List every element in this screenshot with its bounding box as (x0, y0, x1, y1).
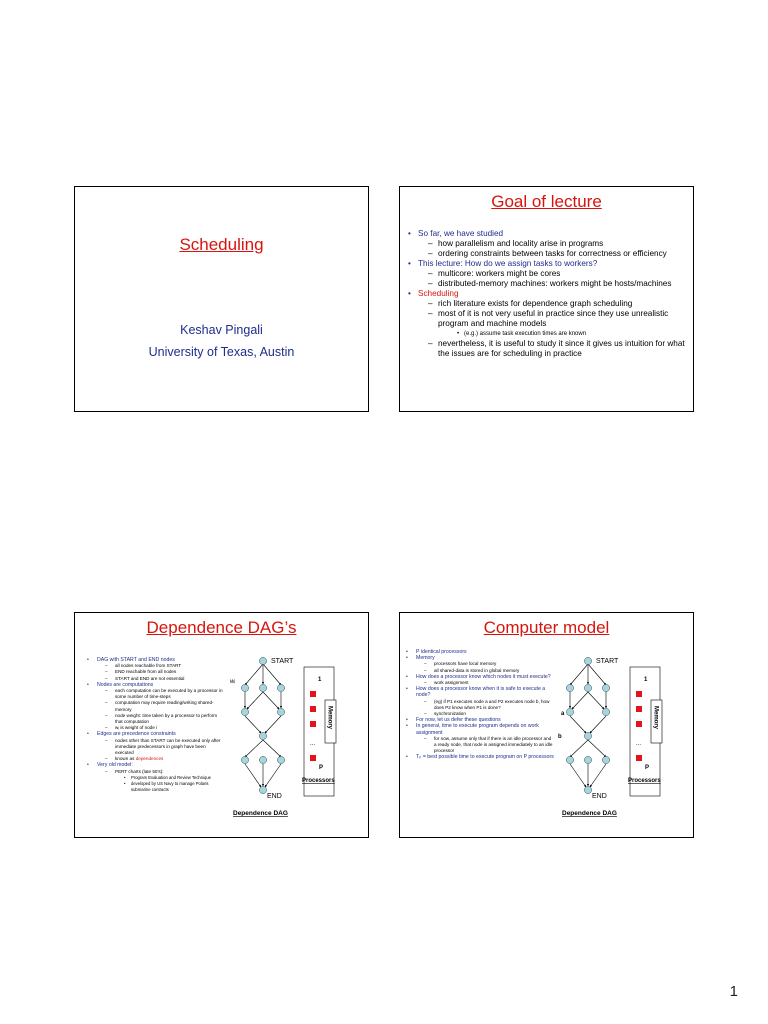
bullet-item: • Edges are precedence constraints – nodes other than START can be executed only after immediate predecessors in graph have been executed – known as dependences (85, 731, 223, 762)
processors-label: Processors (628, 778, 661, 784)
sub-sub-bullet-item: • (e.g.) assume task execution times are known (456, 329, 691, 339)
bullet-item: • DAG with START and END nodes – all nodes reachable from START – END reachable from all nodes – START and END are not essential (85, 657, 223, 682)
dag-weight-label: wᵢ (230, 679, 236, 685)
dag-node (584, 732, 591, 739)
sub-bullet-item: – known as dependences (105, 756, 223, 762)
sub-bullet-item: – synchronization (424, 711, 554, 717)
slide-dependence-dags (74, 612, 369, 838)
sub-bullet-item: – distributed-memory machines: workers might be hosts/machines (428, 279, 691, 289)
bullet-list (85, 657, 223, 793)
bullet-list (406, 229, 691, 359)
sub-bullet-item: – computation may require reading/writing shared-memory (105, 700, 223, 712)
dag-node (277, 756, 284, 763)
sub-bullet-item: – work assignment (424, 680, 554, 686)
processor-block (636, 721, 642, 727)
dag-node (602, 708, 609, 715)
sub-bullet-item: – most of it is not very useful in practice since they use unrealistic program and machine models • (e.g.) assume task execution times are known (428, 309, 691, 339)
processor-block (636, 755, 642, 761)
bullet-item: • This lecture: How do we assign tasks to workers? – multicore: workers might be cores – distributed-memory machines: workers might be hosts/machines (406, 259, 691, 289)
sub-bullet-item: – nodes other than START can be executed only after immediate predecessors in graph have been executed (105, 738, 223, 757)
bullet-item: • In general, time to execute program depends on work assignment – for now, assume only that if there is an idle processor and a ready node, that node is assigned immediately to an idle processor (404, 723, 554, 754)
processor-block (310, 755, 316, 761)
dag-node (277, 708, 284, 715)
sub-bullet-item: – END reachable from all nodes (105, 669, 223, 675)
sub-bullet-item: – wᵢ is weight of node i (105, 725, 223, 731)
processor-last-label: P (319, 765, 324, 771)
dag-node (259, 657, 266, 664)
dag-caption: Dependence DAG (233, 810, 288, 817)
processor-block (310, 721, 316, 727)
dag-edges (245, 664, 281, 787)
slide-title: Computer model (483, 618, 610, 637)
dag-node (584, 756, 591, 763)
author-affiliation: University of Texas, Austin (148, 345, 295, 359)
processor-block (310, 691, 316, 697)
memory-label: Memory (652, 706, 659, 730)
dag-edges (570, 664, 606, 787)
dag-node (259, 786, 266, 793)
dag-node (241, 756, 248, 763)
dag-node (241, 708, 248, 715)
sub-bullet-item: – PERT charts (late 50’s): • Program Evaluation and Review Technique • developed by US Navy to manage Polaris submarine contracts (105, 769, 223, 794)
dag-node (566, 708, 573, 715)
sub-bullet-item: – rich literature exists for dependence graph scheduling (428, 299, 691, 309)
dag-node (277, 684, 284, 691)
node-a-label: a (561, 711, 565, 717)
processor-blocks (310, 691, 316, 761)
bullet-item: • Nodes are computations – each computation can be executed by a processor in some number of time-steps – computation may require reading/writing shared-memory – node weight: time taken by a processor to perform that computation – wᵢ is weight of node i (85, 682, 223, 732)
bullet-list (404, 649, 554, 761)
slide-computer-model (399, 612, 694, 838)
slide-scheduling (74, 186, 369, 412)
dag-node (602, 756, 609, 763)
slide-goal-of-lecture (399, 186, 694, 412)
processor-blocks (636, 691, 642, 761)
sub-bullet-item: – multicore: workers might be cores (428, 269, 691, 279)
bullet-item: • So far, we have studied – how parallelism and locality arise in programs – ordering constraints between tasks for correctness or efficiency (406, 229, 691, 259)
processor-dots: ... (636, 741, 642, 747)
dag-node (584, 786, 591, 793)
processor-dots: ... (310, 741, 316, 747)
dag-end-label: END (592, 793, 607, 800)
dag-start-label: START (271, 658, 294, 665)
dag-node (584, 657, 591, 664)
processor-block (636, 691, 642, 697)
sub-bullet-item: – all nodes reachable from START (105, 663, 223, 669)
dag-node (584, 684, 591, 691)
bullet-item: • P identical processors (404, 649, 554, 655)
dag-node (602, 684, 609, 691)
sub-bullet-item: – (eg) if P1 executes node a and P2 executes node b, how does P2 know when P1 is done? (424, 699, 554, 711)
dag-caption: Dependence DAG (562, 810, 617, 817)
dag-node (259, 732, 266, 739)
dag-node (566, 756, 573, 763)
sub-sub-bullet-item: • developed by US Navy to manage Polaris submarine contracts (123, 781, 223, 793)
node-b-label: b (558, 734, 562, 740)
sub-bullet-item: – for now, assume only that if there is an idle processor and a ready node, that node is assigned immediately to an idle processor (424, 736, 554, 755)
sub-bullet-item: – START and END are not essential (105, 676, 223, 682)
bullet-item: • How does a processor know which nodes it must execute? – work assignment (404, 674, 554, 686)
sub-bullet-item: – node weight: time taken by a processor to perform that computation (105, 713, 223, 725)
author-name: Keshav Pingali (180, 323, 263, 337)
slide-title: Dependence DAG’s (146, 618, 297, 637)
processor-first-label: 1 (644, 677, 648, 683)
bullet-item: • Scheduling – rich literature exists for dependence graph scheduling – most of it is not very useful in practice since they use unrealistic program and machine models • (e.g.) assume task execution times are known – nevertheless, it is useful to study it since it gives us intuition for what the issues are for scheduling in practice (406, 289, 691, 359)
dependence-dag-diagram (231, 651, 366, 833)
slide-title: Scheduling (179, 235, 264, 254)
sub-sub-bullet-item: • Program Evaluation and Review Technique (123, 775, 223, 781)
dag-start-label: START (596, 658, 619, 665)
page-number: 1 (729, 983, 738, 1000)
sub-bullet-item: – how parallelism and locality arise in programs (428, 239, 691, 249)
sub-bullet-item: – all shared-data is stored in global memory (424, 668, 554, 674)
bullet-item: • Tₚ = best possible time to execute program on P processors (404, 754, 554, 760)
dag-node (259, 684, 266, 691)
bullet-item: • Memory – processors have local memory – all shared-data is stored in global memory (404, 655, 554, 674)
processor-block (310, 706, 316, 712)
bullet-item: • Very old model: – PERT charts (late 50’s): • Program Evaluation and Review Technique • developed by US Navy to manage Polaris submarine contracts (85, 762, 223, 793)
sub-bullet-item: – each computation can be executed by a processor in some number of time-steps (105, 688, 223, 700)
slide-title: Goal of lecture (491, 192, 602, 211)
processor-last-label: P (645, 765, 650, 771)
sub-bullet-item: – ordering constraints between tasks for correctness or efficiency (428, 249, 691, 259)
memory-label: Memory (326, 706, 333, 730)
bullet-item: • For now, let us defer these questions (404, 717, 554, 723)
computer-model-diagram (558, 651, 693, 833)
sub-bullet-item: – nevertheless, it is useful to study it since it gives us intuition for what the issues are for scheduling in practice (428, 339, 691, 359)
sub-bullet-item: – processors have local memory (424, 661, 554, 667)
dag-node (566, 684, 573, 691)
dag-end-label: END (267, 793, 282, 800)
processor-block (636, 706, 642, 712)
dag-node (241, 684, 248, 691)
processors-label: Processors (302, 778, 335, 784)
bullet-item: • How does a processor know when it is safe to execute a node? – (eg) if P1 executes node a and P2 executes node b, how does P2 know when P1 is done? – synchronization (404, 686, 554, 717)
processor-first-label: 1 (318, 677, 322, 683)
dag-node (259, 756, 266, 763)
